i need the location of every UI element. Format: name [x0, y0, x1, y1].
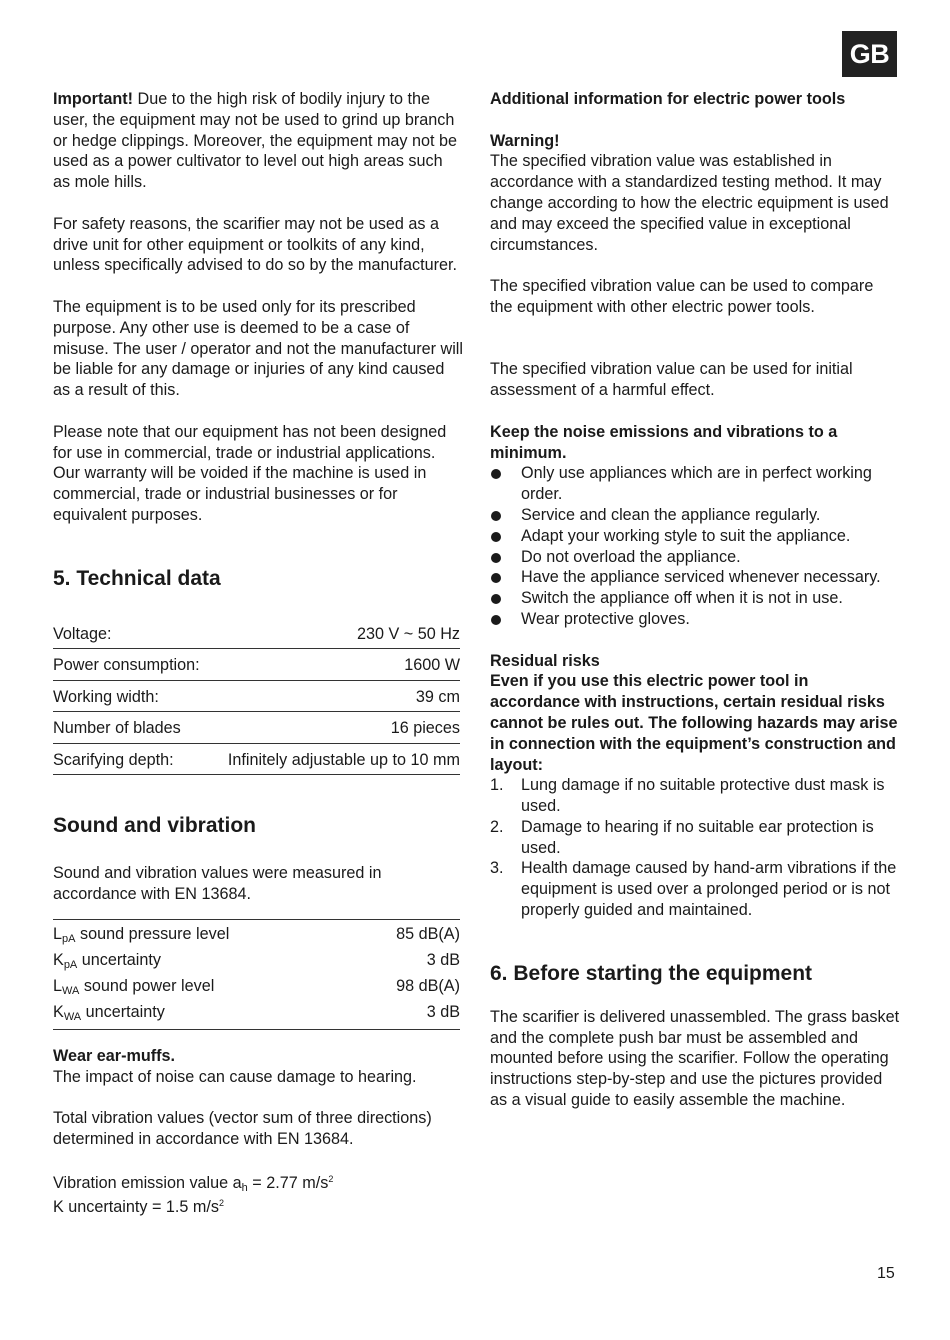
residual-risks-heading: Residual risks	[490, 651, 600, 670]
list-item: Do not overload the appliance.	[490, 547, 900, 568]
ear-muffs-text: The impact of noise can cause damage to hearing.	[53, 1067, 417, 1086]
spec-label: Working width:	[53, 687, 159, 706]
important-text: Due to the high risk of bodily injury to the user, the equipment may not be used to grind up branch or hedge clippings. Moreover, the equipment may not be used as a power cultivator to level out high areas such as mole hills.	[53, 90, 458, 192]
sound-label: $K_{WA}$ uncertainty	[53, 1002, 165, 1023]
list-item: Only use appliances which are in perfect working order.	[490, 463, 900, 505]
sound-intro-paragraph: Sound and vibration values were measured in accordance with EN 13684.	[53, 864, 382, 904]
before-starting-paragraph: The scarifier is delivered unassembled. The grass basket and the complete push bar must be assembled and mounted before using the scarifier. Follow the operating instructions step-by-step and use the pictures provided as a visual guide to easily assemble the machine.	[490, 1007, 900, 1110]
list-item: 2. Damage to hearing if no suitable ear protection is used.	[490, 817, 874, 857]
warning-heading: Warning!	[490, 131, 560, 150]
table-row	[53, 618, 460, 650]
total-vibration-paragraph: Total vibration values (vector sum of three directions) determined in accordance with EN 13684.	[53, 1109, 432, 1149]
spec-value: 230 V ~ 50 Hz	[356, 624, 460, 643]
list-item: Have the appliance serviced whenever necessary.	[490, 567, 900, 588]
additional-info-heading: Additional information for electric power tools	[490, 90, 846, 108]
minimum-heading: Keep the noise emissions and vibrations to a minimum.	[490, 422, 838, 462]
sound-value: 3 dB	[426, 1002, 460, 1021]
warning-paragraph: The specified vibration value was established in accordance with a standardized testing method. It may change according to how the electric equipment is used and may exceed the specified value in exceptional circumstances.	[490, 152, 889, 254]
ear-muffs-heading: Wear ear-muffs.	[53, 1047, 176, 1066]
sound-values-table	[53, 919, 460, 1030]
sound-value: 98 dB(A)	[396, 976, 460, 995]
list-item: Wear protective gloves.	[490, 609, 900, 630]
compare-paragraph: The specified vibration value can be used to compare the equipment with other electric power tools.	[490, 277, 874, 316]
list-item: Switch the appliance off when it is not in use.	[490, 588, 900, 609]
sound-value: 85 dB(A)	[396, 925, 460, 944]
spec-value: 39 cm	[415, 687, 460, 706]
spec-label: Scarifying depth:	[53, 750, 174, 769]
left-column	[53, 89, 463, 1219]
table-row	[53, 744, 460, 776]
spec-value: 16 pieces	[390, 719, 460, 738]
k-uncertainty-value: K uncertainty = 1.5 $m/s^2$	[53, 1197, 225, 1216]
table-row	[53, 681, 460, 713]
technical-data-heading: 5. Technical data	[53, 566, 221, 590]
purpose-paragraph: The equipment is to be used only for its prescribed purpose. Any other use is deemed to be a case of misuse. The user / operator and not the manufacturer will be liable for any damage or injuries of any kind caused as a result of this.	[53, 297, 463, 400]
page-number: 15	[877, 1265, 895, 1282]
recommendations-list	[490, 463, 900, 629]
table-row	[53, 649, 460, 681]
before-starting-heading: 6. Before starting the equipment	[490, 961, 813, 985]
sound-value: 3 dB	[426, 951, 460, 970]
list-item: Adapt your working style to suit the appliance.	[490, 526, 900, 547]
risks-list	[490, 775, 900, 921]
list-item: 3. Health damage caused by hand-arm vibrations if the equipment is used over a prolonged period or is not properly guided and maintained.	[490, 859, 897, 920]
important-label: Important!	[53, 90, 134, 108]
list-item: Service and clean the appliance regularly.	[490, 505, 900, 526]
commercial-paragraph: Please note that our equipment has not been designed for use in commercial, trade or industrial applications. Our warranty will be voided if the machine is used in commercial, trade or industrial businesses or for equivalent purposes.	[53, 422, 447, 524]
safety-paragraph: For safety reasons, the scarifier may not be used as a drive unit for other equipment or toolkits of any kind, unless specifically advised to do so by the manufacturer.	[53, 214, 458, 275]
vibration-emission-value: Vibration emission value $a_h = 2.77$ $m/s^2$	[53, 1173, 334, 1194]
right-column	[490, 89, 900, 1111]
table-row	[53, 999, 460, 1025]
spec-label: Power consumption:	[53, 656, 200, 675]
table-row	[53, 922, 460, 948]
spec-label: Voltage:	[53, 624, 112, 643]
important-paragraph	[53, 89, 463, 193]
list-item: 1. Lung damage if no suitable protective dust mask is used.	[490, 776, 885, 816]
sound-label: $L_{WA}$ sound power level	[53, 976, 215, 997]
sound-label: $K_{pA}$ uncertainty	[53, 951, 161, 972]
spec-value: 1600 W	[404, 656, 460, 675]
spec-value: Infinitely adjustable up to 10 mm	[227, 750, 460, 769]
sound-vibration-heading: Sound and vibration	[53, 814, 256, 838]
table-row	[53, 712, 460, 744]
sound-label: $L_{pA}$ sound pressure level	[53, 925, 230, 946]
table-row	[53, 973, 460, 999]
residual-risks-intro: Even if you use this electric power tool in accordance with instructions, certain residual risks cannot be rules out. The following hazards may arise in connection with the equipment’s construction and layout:	[490, 672, 898, 774]
table-row	[53, 948, 460, 974]
language-badge: GB	[842, 31, 897, 77]
assessment-paragraph: The specified vibration value can be used for initial assessment of a harmful effect.	[490, 360, 853, 400]
technical-data-table	[53, 618, 460, 776]
spec-label: Number of blades	[53, 719, 181, 738]
